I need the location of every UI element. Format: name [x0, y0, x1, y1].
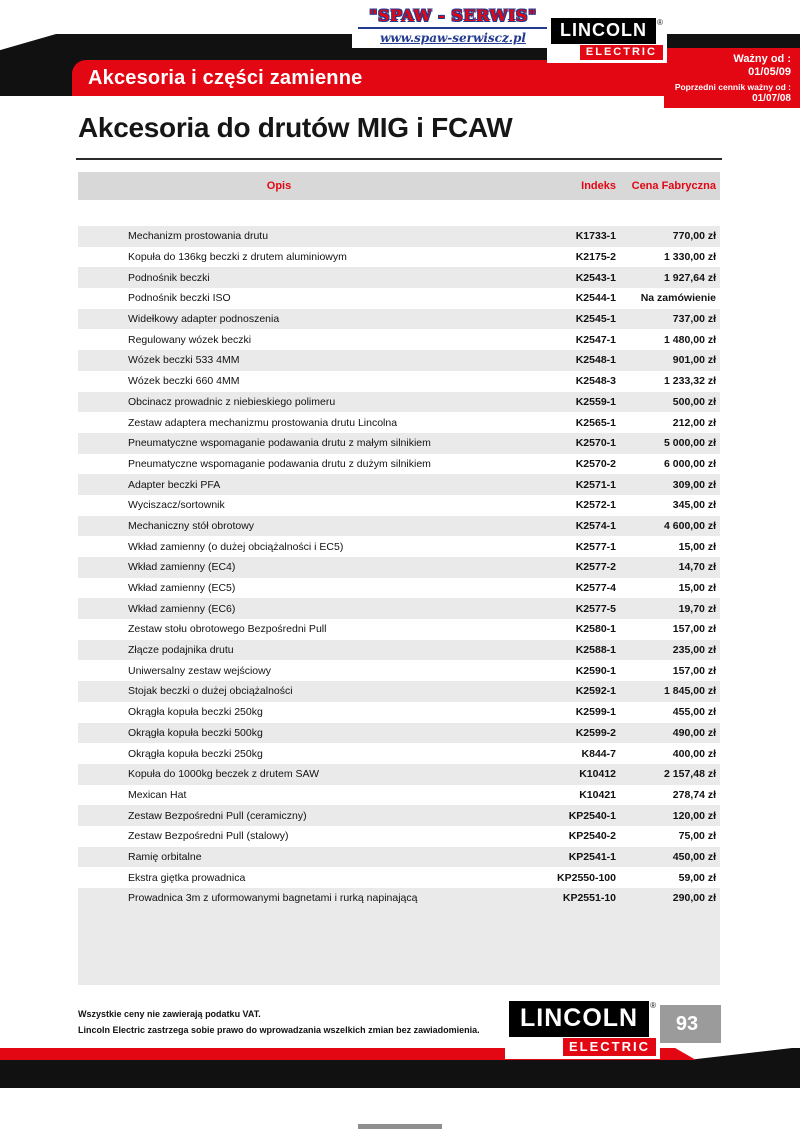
row-description: Wózek beczki 660 4MM	[128, 375, 240, 388]
row-description: Prowadnica 3m z uformowanymi bagnetami i rurką napinającą	[128, 892, 418, 905]
row-description: Okrągła kopuła beczki 500kg	[128, 726, 263, 739]
table-row	[78, 888, 720, 909]
row-index: K2588-1	[575, 644, 616, 657]
table-row	[78, 454, 720, 475]
row-description: Podnośnik beczki ISO	[128, 292, 231, 305]
row-index: KP2551-10	[562, 892, 616, 905]
column-header-description: Opis	[266, 180, 292, 192]
column-header-index: Indeks	[581, 180, 616, 192]
row-price: 737,00 zł	[672, 313, 716, 326]
row-price: Na zamówienie	[640, 292, 716, 305]
row-index: K2570-2	[575, 457, 616, 470]
valid-from-label: Ważny od :	[733, 53, 791, 65]
row-index: K2572-1	[575, 499, 616, 512]
row-price: 1 845,00 zł	[664, 685, 716, 698]
validity-date-box	[664, 48, 800, 108]
row-description: Zestaw adaptera mechanizmu prostowania drutu Lincolna	[128, 416, 398, 429]
valid-from-date: 01/05/09	[748, 66, 791, 78]
row-index: K2559-1	[575, 395, 616, 408]
table-row	[78, 681, 720, 702]
table-row	[78, 371, 720, 392]
table-row	[78, 702, 720, 723]
row-index: KP2540-1	[568, 809, 616, 822]
table-row	[78, 350, 720, 371]
row-index: K2599-2	[575, 726, 616, 739]
row-price: 309,00 zł	[672, 478, 716, 491]
table-row	[78, 743, 720, 764]
row-description: Złącze podajnika drutu	[128, 644, 234, 657]
row-description: Wkład zamienny (EC6)	[128, 602, 236, 615]
row-price: 75,00 zł	[678, 830, 716, 843]
row-description: Ekstra giętka prowadnica	[128, 871, 246, 884]
page-number-badge: 93	[653, 1005, 721, 1043]
table-row	[78, 247, 720, 268]
table-row	[78, 619, 720, 640]
previous-pricelist-label: Poprzedni cennik ważny od :	[674, 82, 791, 92]
disclaimer-note: Lincoln Electric zastrzega sobie prawo do wprowadzania wszelkich zmian bez zawiadomienia.	[78, 1025, 480, 1035]
table-row	[78, 329, 720, 350]
row-price: 290,00 zł	[672, 892, 716, 905]
row-description: Okrągła kopuła beczki 250kg	[128, 706, 263, 719]
lincoln-electric-logo-bottom	[505, 998, 660, 1059]
row-description: Podnośnik beczki	[128, 271, 210, 284]
table-row	[78, 826, 720, 847]
table-row	[78, 412, 720, 433]
table-row	[78, 598, 720, 619]
row-index: K10412	[579, 768, 616, 781]
table-row	[78, 867, 720, 888]
row-description: Zestaw Bezpośredni Pull (stalowy)	[128, 830, 289, 843]
electric-wordmark: ELECTRIC	[580, 45, 663, 60]
row-price: 235,00 zł	[672, 644, 716, 657]
table-row	[78, 764, 720, 785]
row-price: 4 600,00 zł	[664, 519, 716, 532]
table-row	[78, 660, 720, 681]
row-price: 14,70 zł	[678, 561, 716, 574]
spaw-serwis-url-link[interactable]: www.spaw-serwiscz.pl	[380, 31, 526, 45]
table-row	[78, 495, 720, 516]
row-description: Wózek beczki 533 4MM	[128, 354, 240, 367]
row-description: Pneumatyczne wspomaganie podawania drutu z dużym silnikiem	[128, 457, 431, 470]
row-description: Widełkowy adapter podnoszenia	[128, 313, 280, 326]
row-index: K2577-4	[575, 582, 616, 595]
table-row	[78, 805, 720, 826]
row-price: 5 000,00 zł	[664, 437, 716, 450]
spaw-serwis-logo	[352, 4, 554, 48]
row-price: 59,00 zł	[678, 871, 716, 884]
lincoln-wordmark: LINCOLN	[509, 1001, 649, 1037]
row-index: K2580-1	[575, 623, 616, 636]
row-description: Zestaw stołu obrotowego Bezpośredni Pull	[128, 623, 327, 636]
row-index: K2545-1	[575, 313, 616, 326]
table-row	[78, 226, 720, 247]
table-row	[78, 536, 720, 557]
row-index: K2544-1	[575, 292, 616, 305]
table-row	[78, 516, 720, 537]
previous-pricelist-date: 01/07/08	[752, 93, 791, 104]
row-index: K2547-1	[575, 333, 616, 346]
spaw-serwis-logo-text: "SPAW - SERWIS"	[358, 6, 548, 29]
lincoln-wordmark: LINCOLN	[551, 18, 656, 44]
row-price: 1 233,32 zł	[664, 375, 716, 388]
table-row	[78, 433, 720, 454]
row-index: K2571-1	[575, 478, 616, 491]
lincoln-electric-logo-top	[547, 15, 667, 63]
table-row	[78, 640, 720, 661]
row-description: Ramię orbitalne	[128, 850, 202, 863]
row-price: 1 330,00 zł	[664, 251, 716, 264]
row-price: 212,00 zł	[672, 416, 716, 429]
row-description: Wkład zamienny (EC4)	[128, 561, 236, 574]
table-row	[78, 267, 720, 288]
page-fold-mark	[358, 1124, 442, 1129]
row-price: 1 480,00 zł	[664, 333, 716, 346]
row-price: 455,00 zł	[672, 706, 716, 719]
row-description: Wyciszacz/sortownik	[128, 499, 225, 512]
price-table	[78, 172, 720, 985]
row-price: 15,00 zł	[678, 540, 716, 553]
row-price: 157,00 zł	[672, 664, 716, 677]
row-description: Mechanizm prostowania drutu	[128, 230, 269, 243]
row-index: K2577-1	[575, 540, 616, 553]
row-index: KP2541-1	[568, 850, 616, 863]
row-index: K2599-1	[575, 706, 616, 719]
table-footer-fill	[78, 909, 720, 985]
row-index: K2574-1	[575, 519, 616, 532]
table-row	[78, 557, 720, 578]
row-description: Mechaniczny stół obrotowy	[128, 519, 255, 532]
row-description: Okrągła kopuła beczki 250kg	[128, 747, 263, 760]
row-index: K2175-2	[575, 251, 616, 264]
table-row	[78, 578, 720, 599]
table-row	[78, 723, 720, 744]
row-price: 278,74 zł	[672, 788, 716, 801]
row-description: Regulowany wózek beczki	[128, 333, 252, 346]
page-title: Akcesoria do drutów MIG i FCAW	[78, 112, 513, 143]
row-price: 400,00 zł	[672, 747, 716, 760]
table-row	[78, 392, 720, 413]
row-price: 490,00 zł	[672, 726, 716, 739]
table-row	[78, 847, 720, 868]
row-index: K2590-1	[575, 664, 616, 677]
row-index: K2592-1	[575, 685, 616, 698]
row-index: K2548-3	[575, 375, 616, 388]
row-index: K844-7	[581, 747, 616, 760]
row-price: 450,00 zł	[672, 850, 716, 863]
row-description: Stojak beczki o dużej obciążalności	[128, 685, 293, 698]
table-header-row	[78, 172, 720, 200]
section-title: Akcesoria i części zamienne	[88, 66, 363, 89]
registered-trademark-icon: ®	[650, 1001, 657, 1010]
electric-wordmark: ELECTRIC	[563, 1038, 656, 1056]
row-price: 345,00 zł	[672, 499, 716, 512]
row-price: 6 000,00 zł	[664, 457, 716, 470]
row-price: 157,00 zł	[672, 623, 716, 636]
row-index: K2577-2	[575, 561, 616, 574]
footer-notes	[78, 1006, 480, 1038]
column-header-price: Cena Fabryczna	[631, 180, 716, 192]
row-index: KP2540-2	[568, 830, 616, 843]
row-description: Kopuła do 136kg beczki z drutem aluminiowym	[128, 251, 347, 264]
row-description: Obcinacz prowadnic z niebieskiego polimeru	[128, 395, 336, 408]
row-description: Uniwersalny zestaw wejściowy	[128, 664, 271, 677]
row-description: Zestaw Bezpośredni Pull (ceramiczny)	[128, 809, 307, 822]
row-price: 901,00 zł	[672, 354, 716, 367]
row-index: K2570-1	[575, 437, 616, 450]
row-price: 19,70 zł	[678, 602, 716, 615]
row-price: 15,00 zł	[678, 582, 716, 595]
row-index: K2543-1	[575, 271, 616, 284]
row-index: K2565-1	[575, 416, 616, 429]
row-index: K10421	[579, 788, 616, 801]
row-price: 120,00 zł	[672, 809, 716, 822]
title-divider	[76, 158, 722, 160]
table-row	[78, 474, 720, 495]
row-description: Adapter beczki PFA	[128, 478, 221, 491]
table-row	[78, 288, 720, 309]
row-description: Pneumatyczne wspomaganie podawania drutu z małym silnikiem	[128, 437, 431, 450]
table-row	[78, 309, 720, 330]
row-description: Kopuła do 1000kg beczek z drutem SAW	[128, 768, 320, 781]
row-index: KP2550-100	[557, 871, 616, 884]
table-row	[78, 785, 720, 806]
row-price: 1 927,64 zł	[664, 271, 716, 284]
row-index: K1733-1	[575, 230, 616, 243]
row-price: 770,00 zł	[672, 230, 716, 243]
row-price: 2 157,48 zł	[664, 768, 716, 781]
row-description: Wkład zamienny (o dużej obciążalności i EC5)	[128, 540, 344, 553]
row-price: 500,00 zł	[672, 395, 716, 408]
row-description: Mexican Hat	[128, 788, 187, 801]
vat-note: Wszystkie ceny nie zawierają podatku VAT.	[78, 1009, 261, 1019]
registered-trademark-icon: ®	[657, 18, 663, 27]
row-index: K2548-1	[575, 354, 616, 367]
row-index: K2577-5	[575, 602, 616, 615]
row-description: Wkład zamienny (EC5)	[128, 582, 236, 595]
table-body	[78, 226, 720, 909]
